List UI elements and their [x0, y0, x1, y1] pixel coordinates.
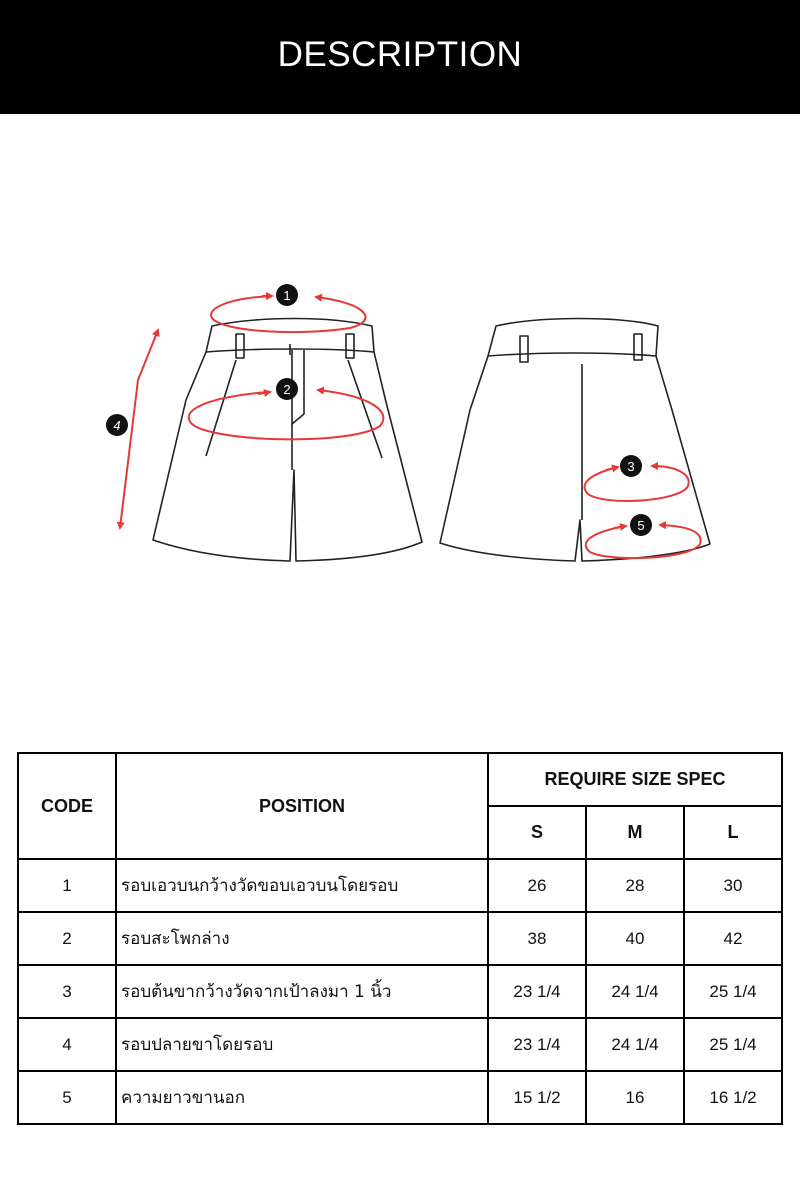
svg-text:4: 4: [113, 418, 121, 433]
row-code: 1: [18, 859, 116, 912]
svg-text:2: 2: [283, 382, 291, 397]
row-size-m: 40: [586, 912, 684, 965]
marker-3: [620, 455, 642, 477]
row-size-s: 38: [488, 912, 586, 965]
row-size-m: 24 1/4: [586, 1018, 684, 1071]
size-header-l: L: [684, 806, 782, 859]
marker-2: [276, 378, 298, 400]
svg-text:5: 5: [637, 518, 645, 533]
marker-4: [106, 414, 128, 436]
row-code: 5: [18, 1071, 116, 1124]
row-code: 3: [18, 965, 116, 1018]
row-position: รอบสะโพกล่าง: [116, 912, 488, 965]
size-spec-table: [17, 752, 783, 1125]
position-header: POSITION: [116, 753, 488, 859]
table-row: [18, 859, 782, 912]
row-size-l: 16 1/2: [684, 1071, 782, 1124]
row-code: 2: [18, 912, 116, 965]
row-size-s: 15 1/2: [488, 1071, 586, 1124]
table-row: [18, 912, 782, 965]
row-size-l: 25 1/4: [684, 965, 782, 1018]
row-size-l: 42: [684, 912, 782, 965]
row-size-m: 16: [586, 1071, 684, 1124]
shorts-measurement-diagram: [0, 250, 800, 580]
size-header-m: M: [586, 806, 684, 859]
row-size-m: 24 1/4: [586, 965, 684, 1018]
row-size-s: 23 1/4: [488, 965, 586, 1018]
row-size-s: 26: [488, 859, 586, 912]
table-row: [18, 1018, 782, 1071]
row-position: รอบต้นขากว้างวัดจากเป้าลงมา 1 นิ้ว: [116, 965, 488, 1018]
table-row: [18, 965, 782, 1018]
page-title: DESCRIPTION: [277, 35, 523, 74]
require-size-spec-header: REQUIRE SIZE SPEC: [488, 753, 782, 806]
code-header: CODE: [18, 753, 116, 859]
row-size-m: 28: [586, 859, 684, 912]
row-position: รอบปลายขาโดยรอบ: [116, 1018, 488, 1071]
row-size-l: 25 1/4: [684, 1018, 782, 1071]
row-position: ความยาวขานอก: [116, 1071, 488, 1124]
size-header-s: S: [488, 806, 586, 859]
marker-1: [276, 284, 298, 306]
table-row: [18, 1071, 782, 1124]
row-size-l: 30: [684, 859, 782, 912]
marker-5: [630, 514, 652, 536]
svg-text:3: 3: [627, 459, 635, 474]
row-size-s: 23 1/4: [488, 1018, 586, 1071]
row-position: รอบเอวบนกว้างวัดขอบเอวบนโดยรอบ: [116, 859, 488, 912]
row-code: 4: [18, 1018, 116, 1071]
svg-text:1: 1: [283, 288, 291, 303]
header-bar: [0, 0, 800, 114]
